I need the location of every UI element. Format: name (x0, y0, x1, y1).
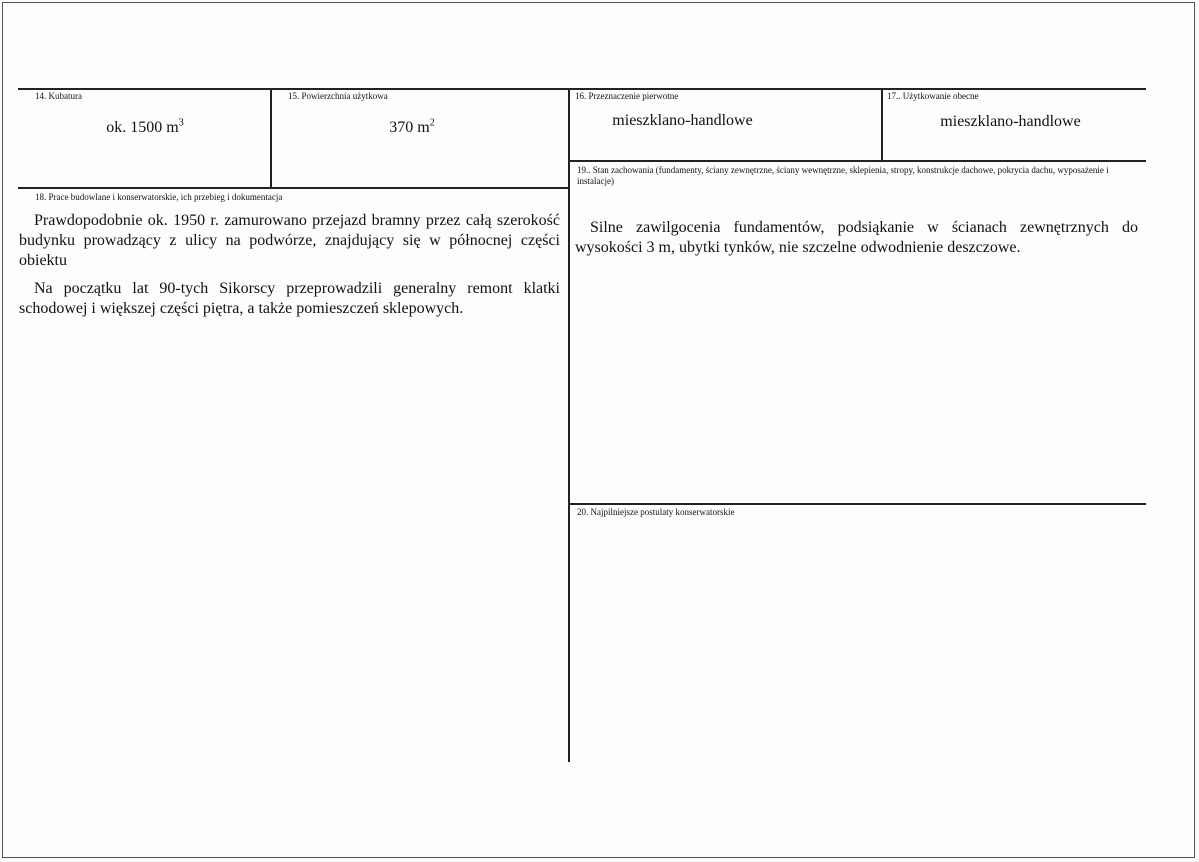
field-15-label: 15. Powierzchnia użytkowa (288, 91, 388, 101)
field-16-label: 16. Przeznaczenie pierwotne (575, 91, 679, 101)
field-17-label: 17.. Użytkowanie obecne (887, 91, 979, 101)
field-19-label: 19.. Stan zachowania (fundamenty, ściany zewnętrzne, ściany wewnętrzne, sklepienia, stropy, konstrukcje dachowe, pokrycia dachu, wyposażenie i instalacje) (577, 165, 1109, 186)
main-vertical-divider (568, 88, 570, 762)
top-rule (18, 88, 1146, 90)
field-16-value: mieszklano-handlowe (612, 112, 753, 129)
field-15-value-text: 370 m (389, 119, 430, 136)
field-20-label: 20. Najpilniejsze postulaty konserwatorskie (577, 507, 735, 517)
field-19-paragraph: Silne zawilgocenia fundamentów, podsiąkanie w ścianach zewnętrznych do wysokości 3 m, ubytki tynków, nie szczelne odwodnienie deszczowe. (575, 219, 1138, 256)
divider-14-15 (270, 88, 272, 188)
field-18-text (19, 211, 560, 327)
field-17-value: mieszklano-handlowe (940, 113, 1081, 130)
field-14-unit-exponent: 3 (178, 117, 184, 129)
field-18-label: 18. Prace budowlane i konserwatorskie, ich przebieg i dokumentacja (35, 192, 283, 202)
field-15-value (272, 118, 552, 138)
field-18-paragraph-1: Prawdopodobnie ok. 1950 r. zamurowano przejazd bramny przez całą szerokość budynku prowadzący z ulicy na podwórze, znajdujący się w północnej części obiektu (19, 212, 560, 269)
field-14-label: 14. Kubatura (35, 91, 82, 101)
rule-above-19 (570, 160, 1146, 162)
field-15-unit-exponent: 2 (429, 117, 435, 129)
field-19-text (575, 218, 1138, 266)
field-18-paragraph-2: Na początku lat 90-tych Sikorscy przeprowadzili generalny remont klatki schodowej i większej części piętra, a także pomieszczeń sklepowych. (19, 280, 560, 317)
field-14-value-text: ok. 1500 m (106, 119, 179, 136)
rule-above-20 (570, 503, 1146, 505)
rule-above-18 (18, 187, 569, 189)
field-14-value (20, 118, 270, 138)
